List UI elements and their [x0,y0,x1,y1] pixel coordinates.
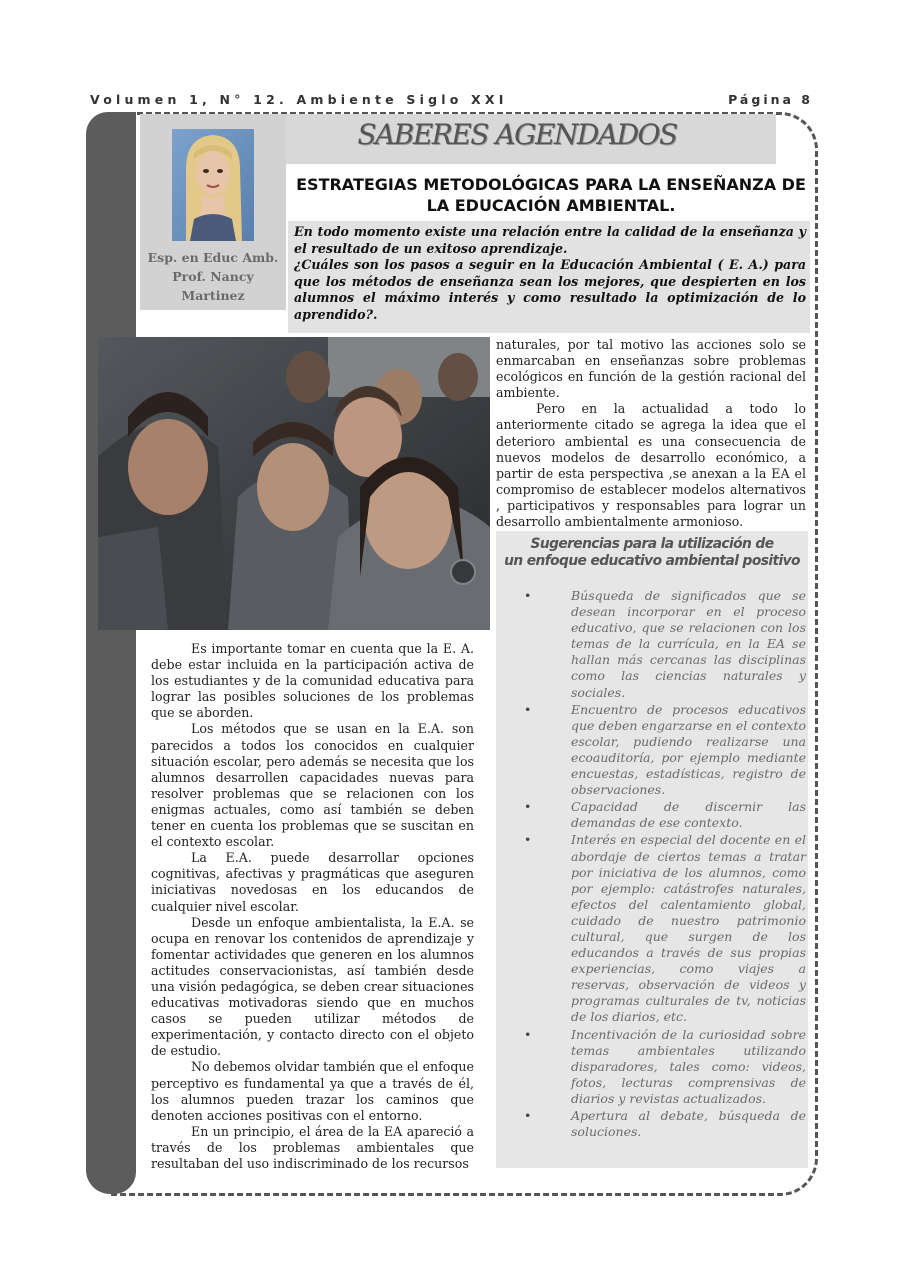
body-paragraph: La E.A. puede desarrollar opciones cognitivas, afectivas y pragmáticas que aseguren iniciativas novedosas en los educandos de cualquier nivel escolar. [151,850,474,914]
bullet-icon: • [524,1108,532,1123]
body-paragraph: Es importante tomar en cuenta que la E. A. debe estar incluida en la participación activa de los estudiantes y de la comunidad educativa para lograr las posibles soluciones de los problemas que se aborden. [151,641,474,721]
list-item-text: Encuentro de procesos educativos que deben engarzarse en el contexto escolar, pudiendo realizarse una ecoauditoría, por ejemplo mediante encuestas, estadísticas, registro de observaciones. [571,701,806,798]
body-column-left [151,641,474,1172]
list-item-text: Incentivación de la curiosidad sobre temas ambientales utilizando disparadores, tales como: videos, fotos, lecturas comprensivas de diarios y revistas actualizados. [571,1026,806,1106]
author-line-3: Martinez [181,288,245,303]
bullet-icon: • [524,701,532,717]
left-decorative-bar [86,112,136,1194]
intro-paragraph-1: En todo momento existe una relación entre la calidad de la enseñanza y el resultado de un exitoso aprendizaje. [294,224,806,256]
running-header: Volumen 1, N° 12. Ambiente Siglo XXI [90,92,508,107]
list-item-text: Interés en especial del docente en el abordaje de ciertos temas a tratar por iniciativa de los alumnos, como por ejemplo: catástrofes naturales, efectos del calentamiento global, cuidado de nuestro patrimonio cultural, que surgen de los educandos a través de sus propias experiencias, como viajes a reservas, observación de videos y programas culturales de tv, noticias de los diarios, etc. [571,832,806,1025]
classroom-photo [98,337,490,630]
intro-paragraph-2: ¿Cuáles son los pasos a seguir en la Educación Ambiental ( E. A.) para que los métodos de enseñanza sean los mejores, que despierten en los alumnos el máximo interés y como resultado la optimización de lo aprendido?. [294,257,806,322]
page-number: Página 8 [728,92,813,107]
bullet-icon: • [524,799,532,815]
body-paragraph: Pero en la actualidad a todo lo anteriormente citado se agrega la idea que el deterioro ambiental es una consecuencia de nuevos modelos de desarrollo económico, a partir de esta perspectiva ,se anexan a la EA el compromiso de establecer modelos alternativos , participativos y responsables para lograr un desarrollo ambientalmente armonioso. [496,401,806,530]
author-line-1: Esp. en Educ Amb. [147,250,279,265]
list-item-text: Capacidad de discernir las demandas de ese contexto. [571,799,806,831]
sidebar-title [496,536,808,570]
bullet-icon: • [524,1026,532,1042]
intro-text [294,224,806,324]
list-item-text: Apertura al debate, búsqueda de soluciones. [571,1108,806,1140]
list-item [522,702,806,799]
section-title: SABERES AGENDADOS [357,118,677,151]
list-item [522,1027,806,1107]
body-column-right [496,337,806,530]
article-headline: ESTRATEGIAS METODOLÓGICAS PARA LA ENSEÑANZA DE LA EDUCACIÓN AMBIENTAL. [296,175,806,215]
body-paragraph: Los métodos que se usan en la E.A. son parecidos a todos los conocidos en cualquier situación escolar, pero además se necesita que los alumnos desarrollen capacidades nuevas para resolver problemas que se relacionen con los enigmas actuales, como así también se deben tener en cuenta los problemas que se suscitan en el contexto escolar. [151,721,474,850]
list-item [522,799,806,831]
sidebar-title-line-1: Sugerencias para la utilización de [530,536,774,552]
author-line-2: Prof. Nancy [172,269,254,284]
list-item-text: Búsqueda de significados que se desean incorporar en el proceso educativo, que se relacionen con los temas de la currícula, en la EA se hallan más cercanas las disciplinas como las ciencias naturales y sociales. [571,588,806,700]
body-paragraph: No debemos olvidar también que el enfoque perceptivo es fundamental ya que a través de él, los alumnos pueden trazar los caminos que denoten acciones positivas con el entorno. [151,1059,474,1123]
bullet-icon: • [524,832,532,848]
author-credit [140,248,286,305]
body-paragraph: naturales, por tal motivo las acciones solo se enmarcaban en enseñanzas sobre problemas ecológicos en función de la gestión racional del ambiente. [496,337,806,401]
body-paragraph: En un principio, el área de la EA apareció a través de los problemas ambientales que resultaban del uso indiscriminado de los recursos [151,1123,474,1171]
list-item [522,832,806,1025]
suggestions-list [522,588,806,1141]
body-paragraph: Desde un enfoque ambientalista, la E.A. se ocupa en renovar los contenidos de aprendizaje y fomentar actividades que generen en los alumnos actitudes conservacionistas, así también desde una visión pedagógica, se deben crear situaciones educativas motivadoras siendo que en muchos casos se pueden utilizar métodos de experimentación, y contacto directo con el objeto de estudio. [151,914,474,1059]
author-portrait-photo [172,129,254,241]
list-item [522,588,806,701]
sidebar-title-line-2: un enfoque educativo ambiental positivo [504,553,800,569]
bullet-icon: • [524,588,532,603]
list-item [522,1108,806,1140]
